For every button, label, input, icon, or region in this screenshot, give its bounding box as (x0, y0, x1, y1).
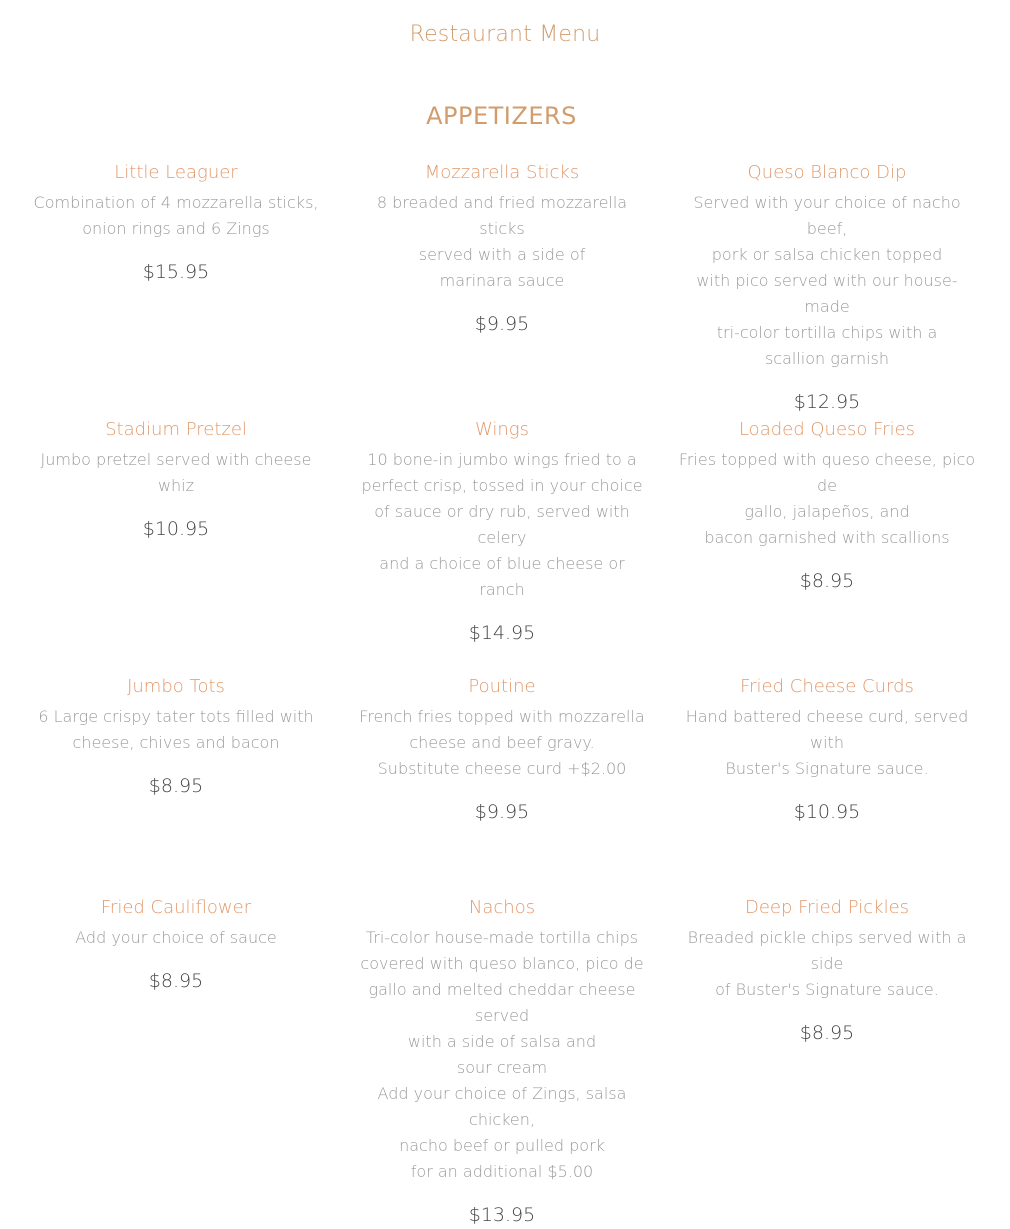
menu-item-price: $14.95 (468, 622, 536, 644)
menu-item (352, 159, 652, 337)
menu-item (677, 416, 977, 594)
menu-item-name: Fried Cauliflower (100, 897, 252, 918)
menu-item-price: $9.95 (474, 313, 530, 335)
menu-item (677, 894, 977, 1046)
menu-item-name: Little Leaguer (114, 162, 238, 183)
menu-item-name: Queso Blanco Dip (747, 162, 907, 183)
menu-item-name: Deep Fried Pickles (744, 897, 910, 918)
menu-item-price: $8.95 (148, 970, 204, 992)
menu-item-name: Jumbo Tots (127, 676, 225, 697)
menu-item-description: Breaded pickle chips served with a side of Buster's Signature sauce. (687, 928, 967, 999)
menu-item (677, 673, 977, 825)
menu-item-name: Loaded Queso Fries (738, 419, 916, 440)
page-title: Restaurant Menu (409, 22, 601, 47)
menu-item-price: $9.95 (474, 801, 530, 823)
menu-item-price: $8.95 (799, 1022, 855, 1044)
menu-item-description: Add your choice of sauce (75, 928, 277, 947)
menu-item-description: French fries topped with mozzarella cheese and beef gravy. Substitute cheese curd +$2.00 (359, 707, 645, 778)
menu-item (352, 416, 652, 646)
menu-item (26, 894, 326, 994)
menu-item-description: Tri-color house-made tortilla chips covered with queso blanco, pico de gallo and melted cheddar cheese served with a side of salsa and sour cream Add your choice of Zings, salsa chicken, nacho beef or pulled pork for an additional $5.00 (360, 928, 644, 1181)
menu-item-price: $10.95 (142, 518, 210, 540)
menu-item (26, 159, 326, 285)
menu-item-description: Combination of 4 mozzarella sticks, onion rings and 6 Zings (33, 193, 319, 238)
menu-item-price: $15.95 (142, 261, 210, 283)
menu-item-price: $12.95 (793, 391, 861, 413)
menu-item (26, 416, 326, 542)
menu-item-name: Fried Cheese Curds (740, 676, 914, 697)
menu-item-name: Wings (475, 419, 529, 440)
menu-item (352, 673, 652, 825)
menu-item-name: Stadium Pretzel (105, 419, 247, 440)
menu-item-price: $8.95 (148, 775, 204, 797)
menu-item-description: Served with your choice of nacho beef, pork or salsa chicken topped with pico served with our house-made tri-color tortilla chips with a scallion garnish (693, 193, 961, 368)
menu-item-price: $13.95 (468, 1204, 536, 1226)
menu-item-name: Mozzarella Sticks (424, 162, 580, 183)
menu-item-name: Poutine (468, 676, 536, 697)
menu-item-description: Hand battered cheese curd, served with Buster's Signature sauce. (685, 707, 969, 778)
menu-item-description: 10 bone-in jumbo wings fried to a perfect crisp, tossed in your choice of sauce or dry rub, served with celery and a choice of blue cheese or ranch (361, 450, 643, 599)
menu-item-price: $10.95 (793, 801, 861, 823)
section-title-appetizers: APPETIZERS (426, 102, 577, 130)
menu-item (352, 894, 652, 1228)
menu-item-description: Jumbo pretzel served with cheese whiz (40, 450, 312, 495)
menu-item-description: Fries topped with queso cheese, pico de gallo, jalapeños, and bacon garnished with scallions (678, 450, 976, 547)
menu-item (677, 159, 977, 415)
menu-item-description: 8 breaded and fried mozzarella sticks served with a side of marinara sauce (376, 193, 628, 290)
menu-item-name: Nachos (468, 897, 536, 918)
menu-item-price: $8.95 (799, 570, 855, 592)
menu-item (26, 673, 326, 799)
menu-item-description: 6 Large crispy tater tots filled with cheese, chives and bacon (38, 707, 314, 752)
